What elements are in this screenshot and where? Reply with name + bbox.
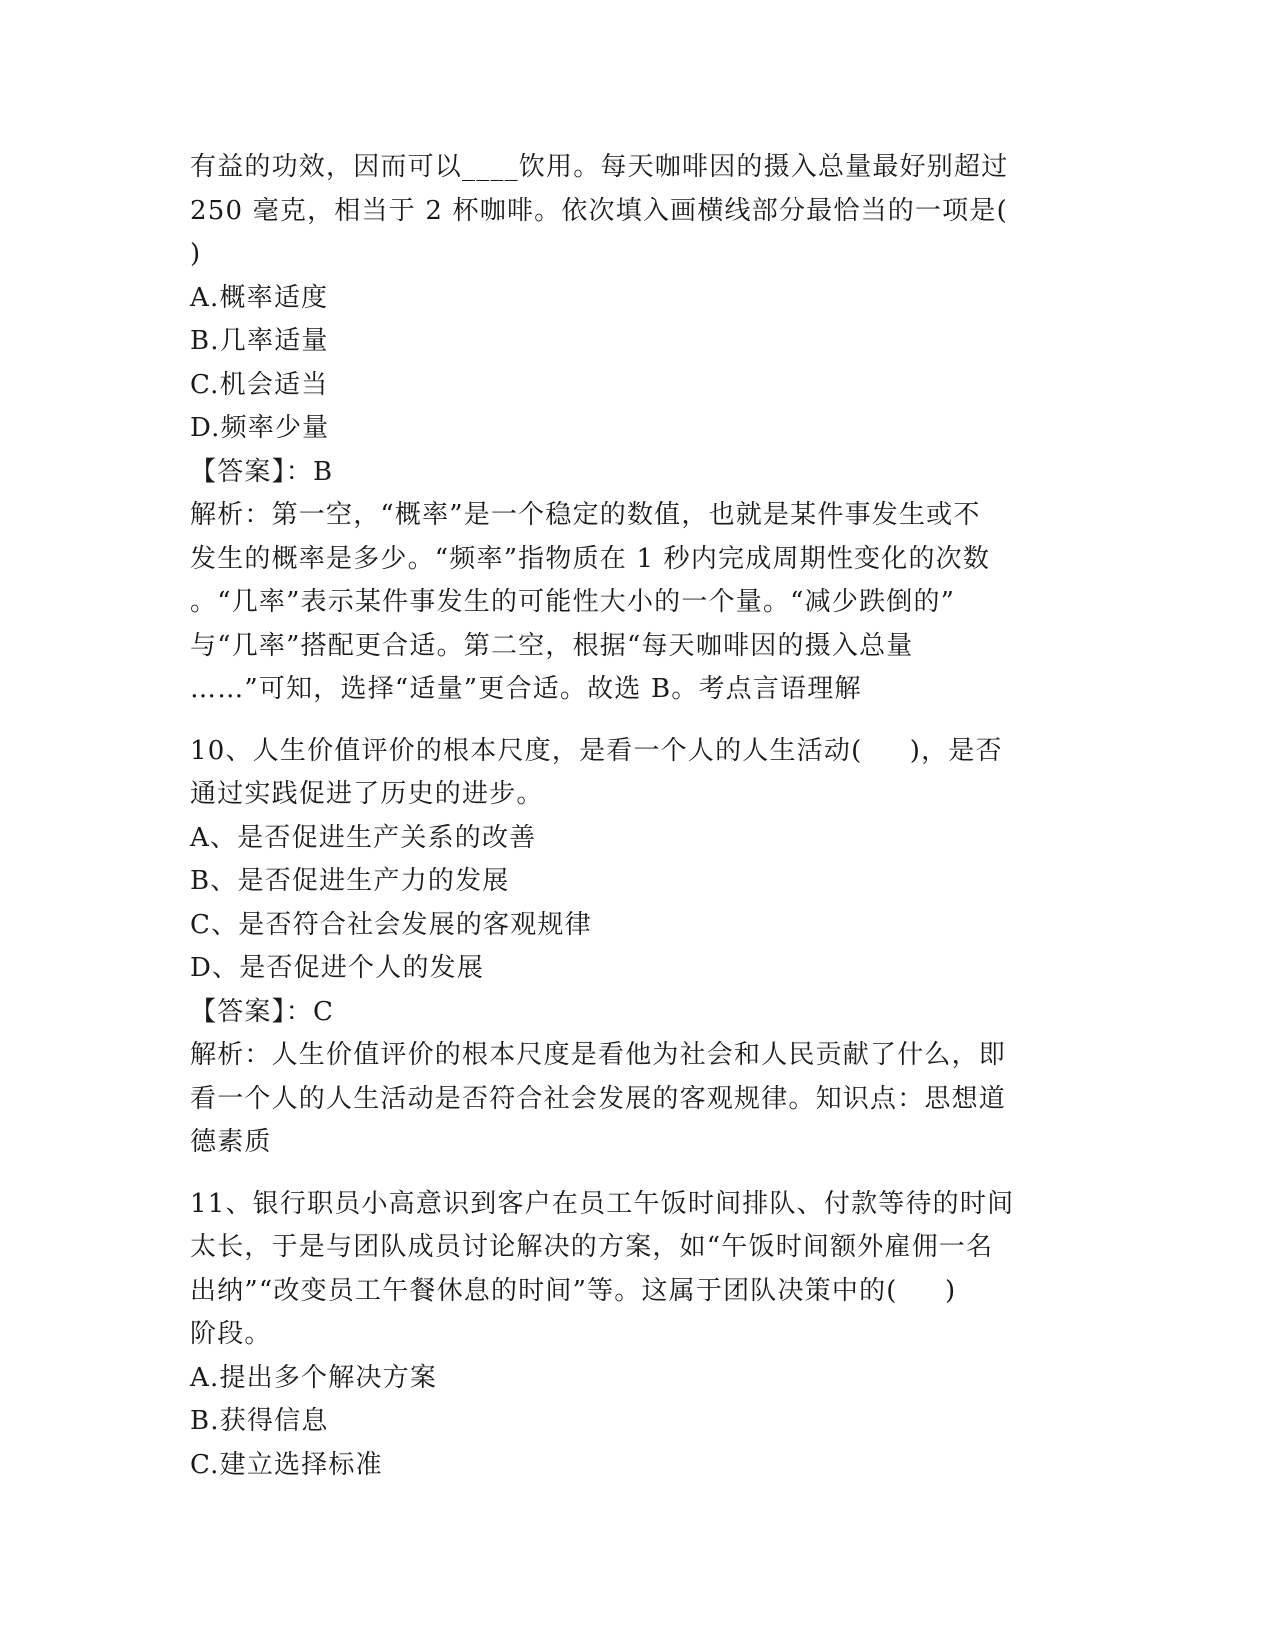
- option-c: C、是否符合社会发展的客观规律: [190, 909, 592, 940]
- analysis-line: 。“几率”表示某件事发生的可能性大小的一个量。“减少跌倒的”: [190, 587, 956, 617]
- question-10-block: [190, 730, 1070, 1165]
- option-d: D.频率少量: [190, 413, 330, 443]
- option-d: D、是否促进个人的发展: [190, 953, 485, 983]
- question-text-line: 太长，于是与团队成员讨论解决的方案，如“午饭时间额外雇佣一名: [190, 1232, 994, 1262]
- question-text-line: 通过实践促进了历史的进步。: [190, 779, 544, 809]
- paragraph-gap: [190, 1165, 1070, 1183]
- question-text-line: 250 毫克，相当于 2 杯咖啡。依次填入画横线部分最恰当的一项是(: [190, 195, 1008, 226]
- question-text-line: 10、人生价值评价的根本尺度，是看一个人的人生活动( )，是否: [190, 735, 1003, 766]
- question-text-line: ): [190, 239, 202, 269]
- option-c: C.建立选择标准: [190, 1449, 383, 1480]
- question-9-block: [190, 146, 1070, 712]
- analysis-line: 看一个人的人生活动是否符合社会发展的客观规律。知识点：思想道: [190, 1083, 1007, 1114]
- option-a: A.概率适度: [190, 282, 329, 313]
- analysis-line: 德素质: [190, 1127, 272, 1157]
- question-text-line: 有益的功效，因而可以____饮用。每天咖啡因的摄入总量最好别超过: [190, 152, 1009, 182]
- document-page: [190, 146, 1070, 1487]
- answer-line: 【答案】：B: [190, 456, 334, 487]
- option-a: A、是否促进生产关系的改善: [190, 822, 537, 853]
- analysis-line: 发生的概率是多少。“频率”指物质在 1 秒内完成周期性变化的次数: [190, 543, 991, 574]
- question-text-line: 出纳”“改变员工午餐休息的时间”等。这属于团队决策中的( ): [190, 1275, 957, 1306]
- option-c: C.机会适当: [190, 369, 329, 400]
- option-b: B.获得信息: [190, 1406, 329, 1436]
- question-11-block: [190, 1183, 1070, 1488]
- question-text-line: 阶段。: [190, 1319, 272, 1349]
- analysis-line: 与“几率”搭配更合适。第二空，根据“每天咖啡因的摄入总量: [190, 630, 914, 661]
- option-b: B、是否促进生产力的发展: [190, 866, 510, 896]
- option-a: A.提出多个解决方案: [190, 1362, 438, 1393]
- question-text-line: 11、银行职员小高意识到客户在员工午饭时间排队、付款等待的时间: [190, 1188, 1015, 1219]
- analysis-line: ……”可知，选择“适量”更合适。故选 B。考点言语理解: [190, 674, 862, 704]
- analysis-line: 解析：人生价值评价的根本尺度是看他为社会和人民贡献了什么，即: [190, 1040, 1007, 1070]
- answer-line: 【答案】：C: [190, 996, 335, 1027]
- analysis-line: 解析：第一空，“概率”是一个稳定的数值，也就是某件事发生或不: [190, 500, 981, 530]
- option-b: B.几率适量: [190, 326, 329, 356]
- paragraph-gap: [190, 712, 1070, 730]
